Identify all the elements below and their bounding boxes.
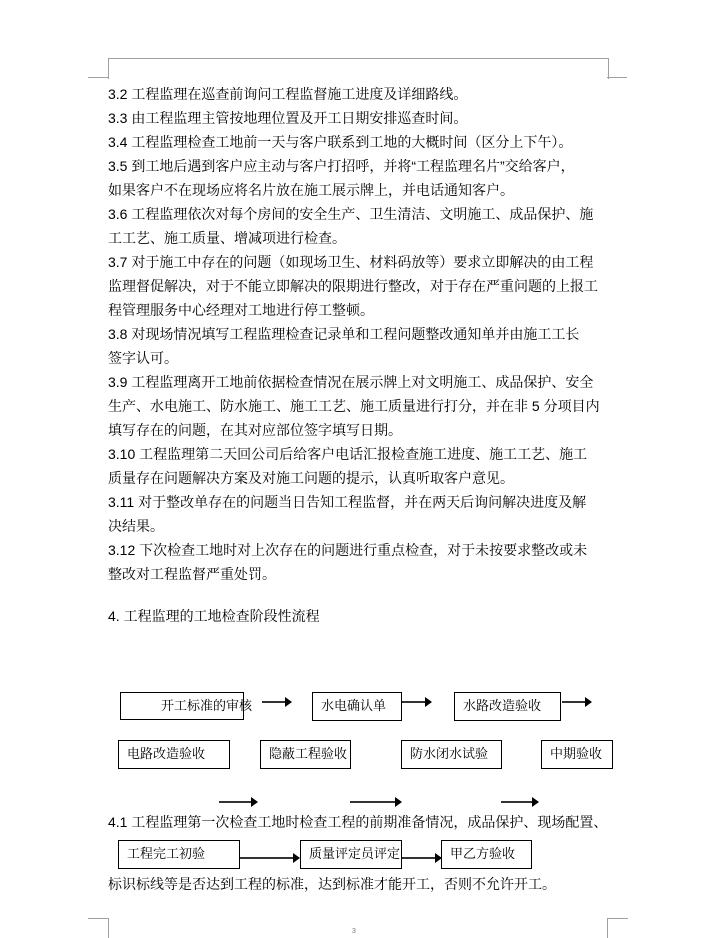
- body-text-line: 填写存在的问题，在其对应部位签字填写日期。: [108, 422, 402, 438]
- flow-step-electrical-inspection: 电路改造验收: [118, 740, 230, 769]
- arrow-icon: [562, 701, 590, 703]
- flow-step-concealed-works-inspection: 隐蔽工程验收: [260, 740, 351, 769]
- flow-step-start-standard-review: 开工标准的审核: [120, 692, 244, 720]
- body-text-line: 签字认可。: [108, 350, 178, 366]
- page-top-margin-line: [108, 58, 609, 79]
- body-text-line: 3.2 工程监理在巡查前询问工程监督施工进度及详细路线。: [108, 86, 468, 102]
- corner-mark-top-left: [88, 77, 108, 78]
- flow-step-quality-assessor-evaluation: 质量评定员评定: [300, 840, 402, 869]
- body-text-line: 决结果。: [108, 518, 164, 534]
- body-text-line: 3.5 到工地后遇到客户应主动与客户打招呼，并将“工程监理名片”交给客户，: [108, 158, 575, 174]
- body-text-line: 监理督促解决，对于不能立即解决的限期进行整改，对于存在严重问题的上报工: [108, 278, 598, 294]
- body-text-line: 3.8 对现场情况填写工程监理检查记录单和工程问题整改通知单并由施工工长: [108, 326, 580, 342]
- arrow-icon: [402, 701, 430, 703]
- body-text-line: 3.10 工程监理第二天回公司后给客户电话汇报检查施工进度、施工工艺、施工: [108, 446, 588, 462]
- flow-step-completion-preliminary-inspection: 工程完工初验: [118, 840, 240, 869]
- arrow-icon: [262, 701, 290, 703]
- body-text-line: 3.6 工程监理依次对每个房间的安全生产、卫生清洁、文明施工、成品保护、施: [108, 206, 594, 222]
- paragraph-4-1-line-1: 4.1 工程监理第一次检查工地时检查工程的前期准备情况，成品保护、现场配置、: [108, 814, 608, 830]
- body-text-line: 工工艺、施工质量、增减项进行检查。: [108, 230, 346, 246]
- flow-step-plumbing-inspection: 水路改造验收: [454, 692, 561, 721]
- body-text-line: 质量存在问题解决方案及对施工问题的提示，认真听取客户意见。: [108, 470, 514, 486]
- flow-step-waterproof-test: 防水闭水试验: [401, 740, 502, 769]
- paragraph-4-1-line-2: 标识标线等是否达到工程的标准，达到标准才能开工，否则不允许开工。: [108, 876, 556, 892]
- arrow-icon: [240, 857, 298, 859]
- corner-mark-bottom-left: [88, 918, 109, 938]
- arrow-icon: [402, 857, 440, 859]
- body-text-line: 3.9 工程监理离开工地前依据检查情况在展示牌上对文明施工、成品保护、安全: [108, 374, 594, 390]
- arrow-icon: [501, 801, 537, 803]
- corner-mark-bottom-right: [607, 918, 628, 938]
- arrow-icon: [219, 801, 256, 803]
- body-text-line: 如果客户不在现场应将名片放在施工展示牌上，并电话通知客户。: [108, 182, 514, 198]
- flow-step-utility-confirmation: 水电确认单: [312, 692, 402, 721]
- body-text-line: 3.12 下次检查工地时对上次存在的问题进行重点检查，对于未按要求整改或未: [108, 542, 588, 558]
- body-text-line: 3.11 对于整改单存在的问题当日告知工程监督，并在两天后询问解决进度及解: [108, 494, 587, 510]
- corner-mark-top-right: [607, 77, 627, 78]
- body-text-line: 3.3 由工程监理主管按地理位置及开工日期安排巡查时间。: [108, 110, 468, 126]
- arrow-icon: [350, 801, 400, 803]
- flow-step-client-contractor-acceptance: 甲乙方验收: [441, 840, 532, 869]
- body-text-line: 程管理服务中心经理对工地进行停工整顿。: [108, 302, 374, 318]
- flow-step-midterm-inspection: 中期验收: [541, 740, 613, 769]
- body-text-line: 3.4 工程监理检查工地前一天与客户联系到工地的大概时间（区分上下午）。: [108, 134, 573, 150]
- body-text-line: 整改对工程监督严重处罚。: [108, 566, 276, 582]
- body-text-line: 生产、水电施工、防水施工、施工工艺、施工质量进行打分，并在非 5 分项目内: [108, 398, 600, 414]
- page-number: 3: [352, 928, 356, 935]
- body-text-line: 3.7 对于施工中存在的问题（如现场卫生、材料码放等）要求立即解决的由工程: [108, 254, 594, 270]
- section-heading: 4. 工程监理的工地检查阶段性流程: [108, 608, 320, 624]
